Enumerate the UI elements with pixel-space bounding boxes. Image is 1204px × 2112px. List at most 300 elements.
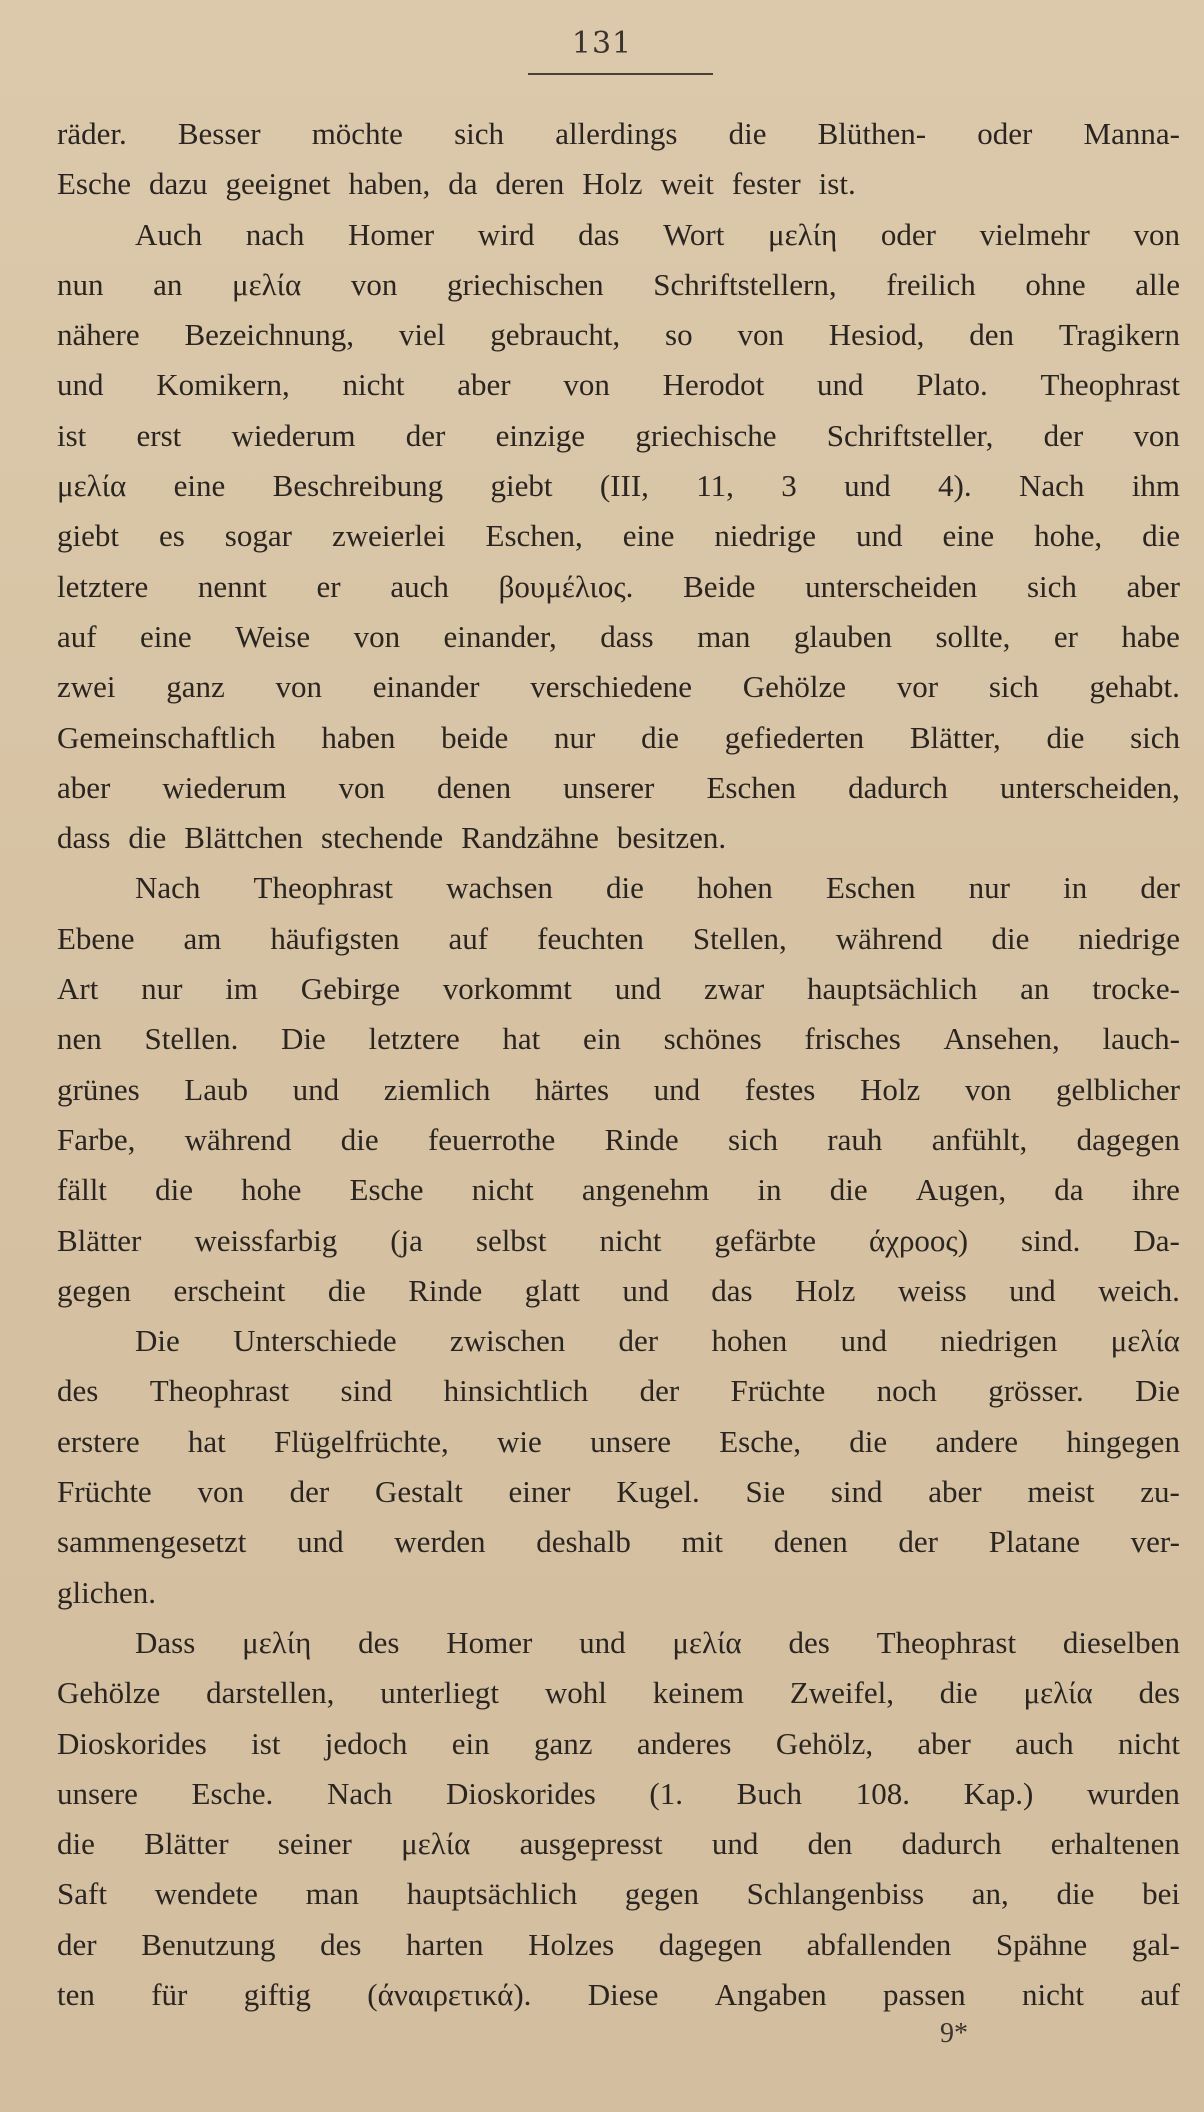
text-line — [57, 267, 1180, 317]
word: von — [338, 769, 385, 805]
word: Flügelfrüchte, — [274, 1423, 449, 1459]
word: und — [711, 1826, 759, 1862]
word: der — [289, 1474, 330, 1510]
word: gebraucht, — [490, 317, 621, 353]
word: frisches — [804, 1021, 901, 1057]
word: Theophrast — [876, 1624, 1017, 1660]
word: (ja — [390, 1222, 423, 1258]
word: ist. — [818, 166, 856, 202]
word: der — [618, 1323, 659, 1359]
word: Wort — [663, 216, 725, 252]
word: Dioskorides — [445, 1775, 596, 1811]
word: weich. — [1098, 1272, 1180, 1308]
word: deren — [495, 166, 565, 202]
word: es — [158, 518, 185, 554]
word: gefärbte — [714, 1222, 816, 1258]
word: wie — [497, 1423, 542, 1459]
word: auch — [1015, 1725, 1074, 1761]
word: Stellen. — [144, 1021, 239, 1057]
text-line — [57, 1726, 1180, 1776]
text-line — [57, 770, 1180, 820]
word: Rinde — [604, 1121, 679, 1157]
word: Blüthen- — [817, 116, 927, 151]
text-line — [57, 217, 1180, 267]
word: gegen — [624, 1876, 699, 1912]
word: Manna- — [1083, 116, 1180, 151]
word: aber — [1126, 568, 1180, 604]
word: Benutzung — [141, 1926, 276, 1962]
word: Blätter — [144, 1826, 229, 1862]
word: Tragikern — [1058, 317, 1180, 353]
word: Saft — [57, 1876, 107, 1912]
word: an, — [971, 1876, 1009, 1912]
word: und — [622, 1272, 669, 1308]
word: Weise — [235, 618, 311, 654]
word: dagegen — [658, 1926, 763, 1962]
word: haben — [321, 719, 396, 755]
word: die — [1056, 1876, 1095, 1912]
text-line — [57, 1876, 1180, 1926]
word: nicht — [599, 1222, 662, 1258]
word: von — [350, 266, 398, 302]
word: Früchte — [730, 1373, 826, 1409]
word: Ebene — [57, 920, 135, 956]
word: auf — [57, 618, 97, 654]
word: gal- — [1131, 1926, 1180, 1962]
text-line — [57, 1927, 1180, 1977]
text-line — [57, 820, 1180, 870]
word: Buch — [736, 1775, 803, 1811]
word: man — [697, 618, 751, 654]
word: Homer — [347, 216, 435, 252]
body-text — [57, 116, 1180, 2027]
word: Holzes — [528, 1926, 615, 1962]
word: Theophrast — [149, 1373, 290, 1409]
word: μελία — [231, 266, 302, 302]
word: ihm — [1131, 468, 1180, 504]
word: letztere — [57, 568, 149, 604]
word: hingegen — [1066, 1423, 1180, 1459]
word: Holz — [859, 1071, 921, 1107]
word: und — [579, 1624, 626, 1660]
text-line — [57, 619, 1180, 669]
word: (III, — [599, 468, 649, 504]
word: von — [1133, 216, 1180, 252]
word: wurden — [1086, 1775, 1180, 1811]
word: feuchten — [537, 920, 644, 956]
word: sogar — [224, 518, 292, 554]
word: sammengesetzt — [57, 1524, 247, 1560]
word: Dioskorides — [57, 1725, 207, 1761]
text-line — [57, 1122, 1180, 1172]
text-line — [57, 468, 1180, 518]
word: Bezeichnung, — [184, 317, 355, 353]
word: Angaben — [714, 1976, 827, 2012]
word: eine — [173, 468, 226, 504]
word: räder. — [57, 116, 127, 151]
word: seiner — [277, 1826, 352, 1862]
word: ein — [582, 1021, 621, 1057]
word: Auch — [135, 216, 203, 252]
word: hohe, — [1034, 518, 1103, 554]
word: die — [939, 1675, 978, 1711]
word: die — [849, 1423, 888, 1459]
header-rule — [528, 73, 713, 75]
word: vorkommt — [442, 971, 572, 1007]
word: hinsichtlich — [443, 1373, 589, 1409]
word: anderes — [636, 1725, 732, 1761]
word: geeignet — [225, 166, 331, 202]
word: die — [1046, 719, 1085, 755]
word: härtes — [535, 1071, 610, 1107]
text-line — [57, 921, 1180, 971]
word: Esche. — [191, 1775, 274, 1811]
word: hat — [502, 1021, 541, 1057]
text-line — [57, 1172, 1180, 1222]
word: nach — [245, 216, 305, 252]
word: während — [184, 1121, 292, 1157]
word: nicht — [342, 367, 405, 403]
word: denen — [773, 1524, 848, 1560]
word: vor — [896, 669, 939, 705]
word: sind — [830, 1474, 883, 1510]
word: gehabt. — [1089, 669, 1180, 705]
word: denen — [437, 769, 512, 805]
word: dadurch — [901, 1826, 1002, 1862]
word: glatt — [524, 1272, 580, 1308]
word: weissfarbig — [194, 1222, 338, 1258]
word: μελίη — [768, 216, 838, 252]
word: beide — [441, 719, 509, 755]
word: Ansehen, — [943, 1021, 1060, 1057]
word: so — [665, 317, 693, 353]
word: Die — [281, 1021, 326, 1057]
word: mit — [681, 1524, 723, 1560]
word: harten — [406, 1926, 484, 1962]
word: ganz — [533, 1725, 593, 1761]
word: (1. — [649, 1775, 683, 1811]
word: sich — [1026, 568, 1077, 604]
word: grösser. — [988, 1373, 1084, 1409]
word: noch — [876, 1373, 937, 1409]
word: das — [711, 1272, 753, 1308]
word: (άναιρετικά). — [367, 1976, 532, 2012]
word: Gehölz, — [775, 1725, 874, 1761]
word: werden — [394, 1524, 486, 1560]
word: die — [829, 1172, 868, 1208]
text-line — [57, 1776, 1180, 1826]
word: oder — [977, 116, 1033, 151]
word: Farbe, — [57, 1121, 136, 1157]
word: unterliegt — [380, 1675, 500, 1711]
word: möchte — [311, 116, 403, 151]
word: und — [292, 1071, 340, 1107]
word: ist — [251, 1725, 281, 1761]
word: zwar — [703, 971, 765, 1007]
word: hohe — [241, 1172, 302, 1208]
word: einander — [372, 669, 480, 705]
text-line — [57, 669, 1180, 719]
word: des — [57, 1373, 99, 1409]
word: Herodot — [662, 367, 765, 403]
word: die — [155, 1172, 193, 1208]
word: sich — [988, 669, 1039, 705]
word: rauh — [827, 1121, 883, 1157]
word: dazu — [149, 166, 208, 202]
word: nur — [141, 971, 183, 1007]
word: aber — [457, 367, 511, 403]
word: der — [639, 1373, 680, 1409]
word: von — [964, 1071, 1012, 1107]
word: μελίη — [242, 1624, 312, 1660]
text-line — [57, 1524, 1180, 1574]
word: der — [1043, 417, 1084, 453]
word: nun — [57, 266, 104, 302]
word: da — [1054, 1172, 1084, 1208]
text-line — [57, 1977, 1180, 2027]
word: nennt — [197, 568, 267, 604]
text-line — [57, 1474, 1180, 1524]
text-line — [57, 720, 1180, 770]
word: wiederum — [231, 417, 356, 453]
word: 108. — [855, 1775, 910, 1811]
word: an — [153, 266, 183, 302]
word: Komikern, — [156, 367, 290, 403]
word: Holz — [795, 1272, 856, 1308]
word: Blätter, — [909, 719, 1001, 755]
word: einzige — [495, 417, 586, 453]
word: unterscheiden — [805, 568, 978, 604]
word: am — [183, 920, 222, 956]
word: erst — [136, 417, 182, 453]
text-line — [57, 1625, 1180, 1675]
word: μελία — [1023, 1675, 1093, 1711]
word: auch — [390, 568, 449, 604]
word: grünes — [57, 1071, 140, 1107]
word: gegen — [57, 1272, 132, 1308]
word: trocke- — [1092, 971, 1180, 1007]
word: viel — [398, 317, 446, 353]
word: ihre — [1131, 1172, 1180, 1208]
text-line — [57, 1675, 1180, 1725]
word: aber — [928, 1474, 982, 1510]
word: und — [855, 518, 903, 554]
word: alle — [1135, 266, 1180, 302]
word: gefiederten — [724, 719, 865, 755]
word: weit — [660, 166, 714, 202]
word: μελία — [57, 468, 127, 504]
word: feuerrothe — [427, 1121, 556, 1157]
word: ein — [451, 1725, 490, 1761]
word: nähere — [57, 317, 140, 353]
word: Gemeinschaftlich — [57, 719, 276, 755]
word: Nach — [1018, 468, 1085, 504]
word: anfühlt, — [931, 1121, 1028, 1157]
word: aber — [57, 769, 111, 805]
word: eine — [140, 618, 192, 654]
word: des — [320, 1926, 362, 1962]
word: dadurch — [848, 769, 948, 805]
word: von — [737, 317, 784, 353]
word: darstellen, — [206, 1675, 335, 1711]
text-line — [57, 569, 1180, 619]
text-line — [57, 518, 1180, 568]
word: von — [275, 669, 323, 705]
word: ausgepresst — [519, 1826, 663, 1862]
word: μελία — [401, 1826, 471, 1862]
word: Theophrast — [1040, 367, 1180, 403]
text-line — [57, 166, 1180, 216]
word: die — [641, 719, 679, 755]
text-line — [57, 1424, 1180, 1474]
word: nur — [554, 719, 596, 755]
word: μελία — [1110, 1323, 1180, 1359]
word: Stellen, — [692, 920, 787, 956]
word: Früchte — [57, 1474, 152, 1510]
word: Blätter — [57, 1222, 142, 1258]
word: und — [1009, 1272, 1056, 1308]
word: ziemlich — [383, 1071, 491, 1107]
word: Gehölze — [742, 669, 847, 705]
word: die — [728, 116, 767, 151]
word: sollte, — [935, 618, 1011, 654]
word: jedoch — [324, 1725, 408, 1761]
word: der — [898, 1524, 939, 1560]
word: Die — [135, 1323, 180, 1359]
word: Beschreibung — [272, 468, 444, 504]
word: oder — [880, 216, 936, 252]
word: Eschen, — [485, 518, 583, 554]
word: letztere — [368, 1021, 460, 1057]
word: eine — [942, 518, 995, 554]
word: fällt — [57, 1172, 107, 1208]
word: dass — [600, 618, 654, 654]
word: den — [969, 317, 1014, 353]
word: eine — [622, 518, 675, 554]
word: lauch- — [1102, 1021, 1180, 1057]
word: Kap.) — [963, 1775, 1034, 1811]
word: Gebirge — [300, 971, 400, 1007]
word: Diese — [587, 1976, 659, 2012]
text-line — [57, 1373, 1180, 1423]
word: Da- — [1133, 1222, 1180, 1258]
word: Laub — [184, 1071, 248, 1107]
word: Randzähne — [461, 820, 599, 856]
word: das — [578, 216, 620, 252]
word: dass — [57, 820, 111, 856]
word: niedrige — [1078, 920, 1180, 956]
word: deshalb — [536, 1524, 631, 1560]
word: nen — [57, 1021, 102, 1057]
word: bei — [1142, 1876, 1180, 1912]
word: abfallenden — [806, 1926, 952, 1962]
word: die — [340, 1121, 379, 1157]
word: die — [327, 1272, 366, 1308]
word: während — [835, 920, 943, 956]
word: 3 — [781, 468, 797, 504]
word: auf — [448, 920, 489, 956]
word: glichen. — [57, 1574, 156, 1610]
word: und — [840, 1323, 887, 1359]
text-line — [57, 1223, 1180, 1273]
word: des — [788, 1624, 830, 1660]
word: haben, — [348, 166, 431, 202]
word: dieselben — [1062, 1624, 1180, 1660]
word: Plato. — [916, 367, 988, 403]
word: Hesiod, — [828, 317, 925, 353]
word: Theophrast — [253, 870, 394, 906]
word: hauptsächlich — [806, 971, 978, 1007]
word: Sie — [745, 1474, 786, 1510]
word: die — [606, 870, 644, 906]
word: niedrige — [714, 518, 816, 554]
text-line — [57, 116, 1180, 166]
word: Gestalt — [375, 1474, 463, 1510]
word: unserer — [563, 769, 655, 805]
word: der — [57, 1926, 97, 1962]
word: er — [316, 568, 341, 604]
word: häufigsten — [270, 920, 400, 956]
word: sich — [454, 116, 505, 151]
word: niedrigen — [940, 1323, 1058, 1359]
word: der — [405, 417, 446, 453]
word: Nach — [326, 1775, 393, 1811]
word: im — [225, 971, 258, 1007]
word: Blättchen — [184, 820, 303, 856]
word: selbst — [475, 1222, 547, 1258]
word: ganz — [166, 669, 225, 705]
word: habe — [1121, 618, 1180, 654]
word: Besser — [177, 116, 261, 151]
word: nicht — [1022, 1976, 1084, 2012]
word: Eschen — [706, 769, 796, 805]
word: verschiedene — [530, 669, 693, 705]
word: nicht — [1117, 1725, 1180, 1761]
word: unsere — [590, 1423, 671, 1459]
text-line — [57, 1575, 1180, 1625]
word: Schlangenbiss — [746, 1876, 925, 1912]
word: gelblicher — [1055, 1071, 1180, 1107]
word: aber — [917, 1725, 971, 1761]
text-line — [57, 418, 1180, 468]
word: der — [1140, 870, 1180, 906]
word: sich — [728, 1121, 778, 1157]
word: Homer — [446, 1624, 533, 1660]
word: Rinde — [408, 1272, 483, 1308]
word: Platane — [988, 1524, 1080, 1560]
word: auf — [1140, 1976, 1180, 2012]
word: von — [563, 367, 610, 403]
word: schönes — [663, 1021, 762, 1057]
word: die — [991, 920, 1030, 956]
word: und — [653, 1071, 701, 1107]
word: hauptsächlich — [406, 1876, 578, 1912]
word: 4). — [938, 468, 972, 504]
word: μελία — [672, 1624, 742, 1660]
text-line — [57, 367, 1180, 417]
word: stechende — [320, 820, 444, 856]
page-number: 131 — [571, 26, 633, 61]
word: die — [57, 1826, 95, 1862]
word: angenehm — [581, 1172, 710, 1208]
word: Gehölze — [57, 1675, 161, 1711]
word: die — [128, 820, 167, 856]
word: keinem — [652, 1675, 744, 1711]
word: des — [358, 1624, 400, 1660]
word: in — [757, 1172, 782, 1208]
word: Nach — [135, 870, 201, 906]
word: andere — [935, 1423, 1019, 1459]
